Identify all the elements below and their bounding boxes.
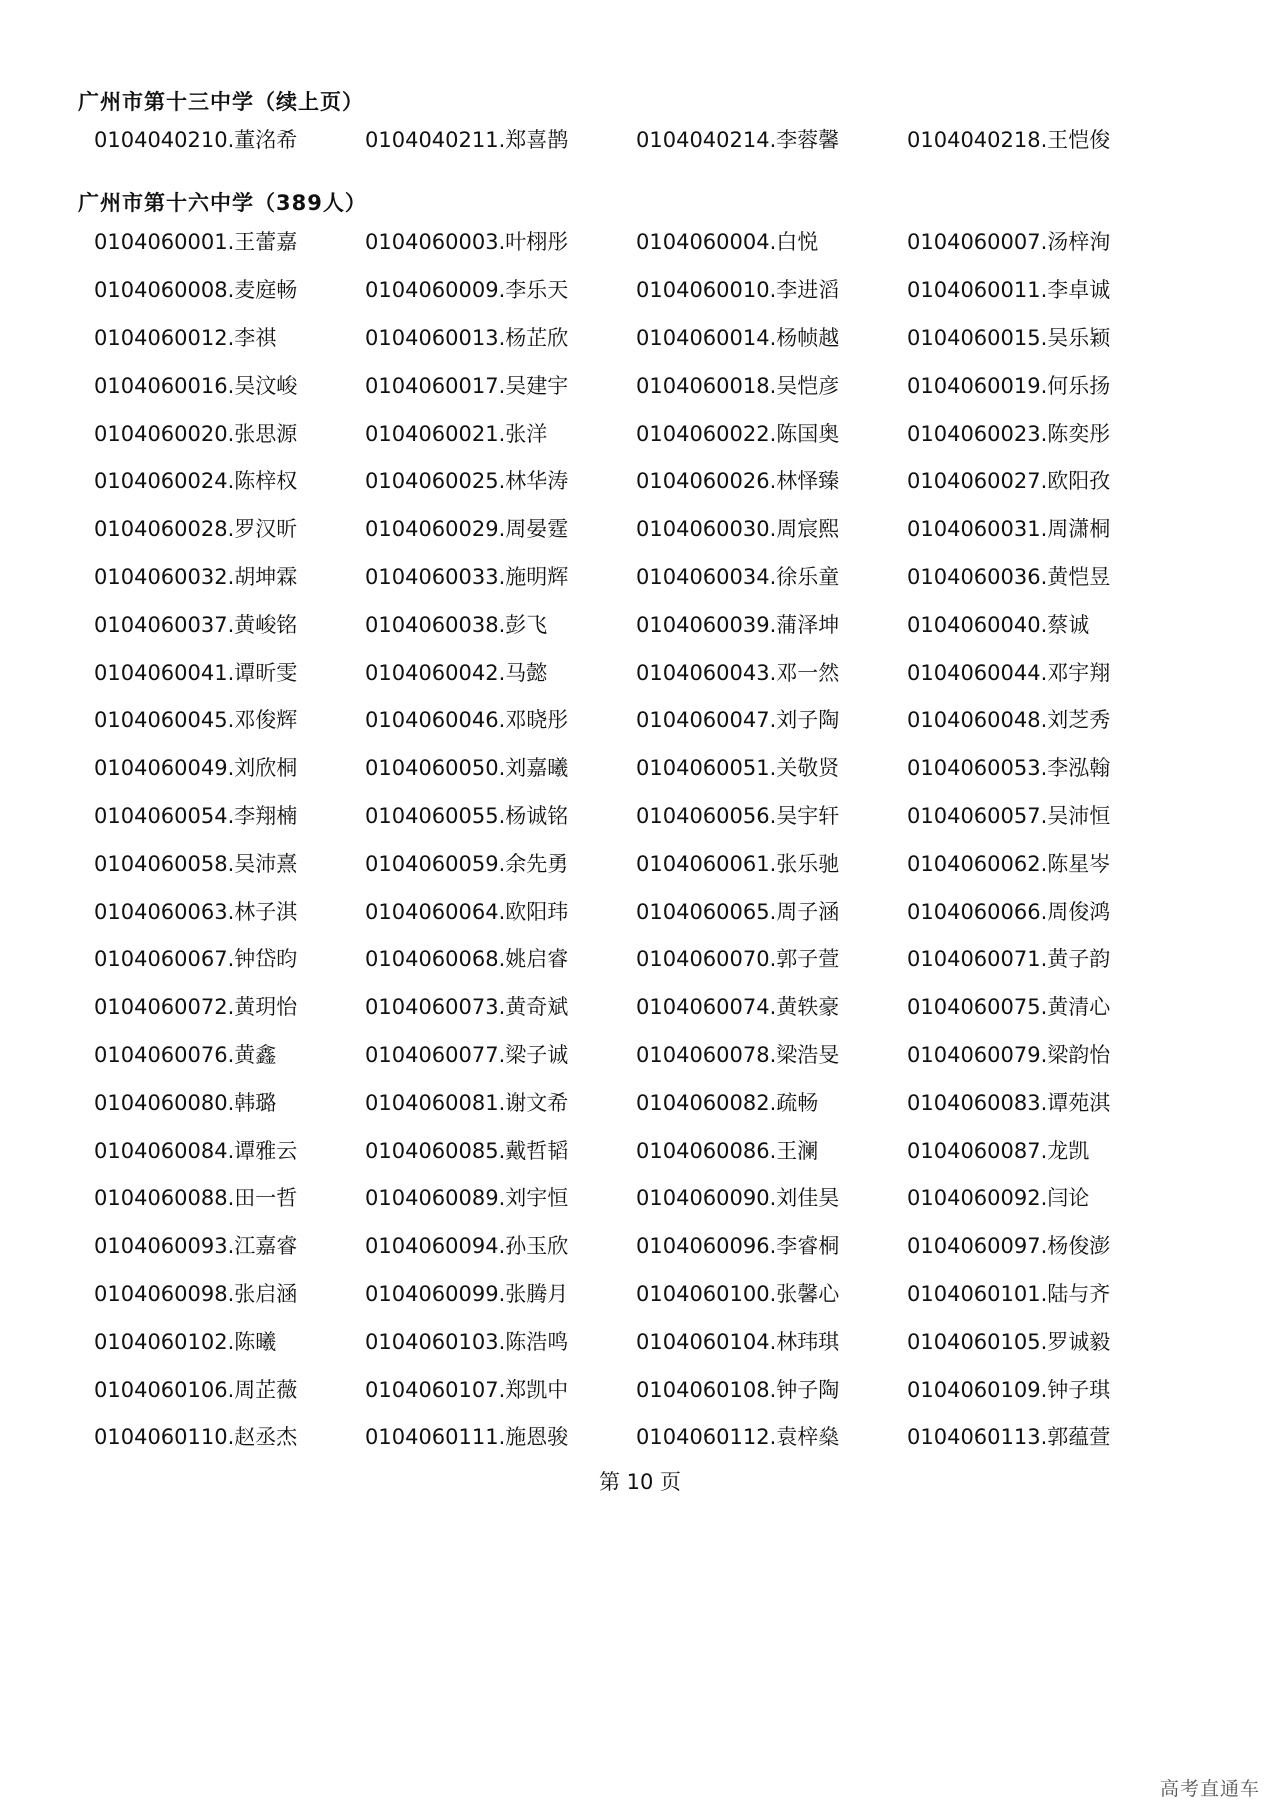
student-entry: 0104060081.谢文希 xyxy=(365,1090,569,1115)
student-entry: 0104060068.姚启睿 xyxy=(365,947,569,972)
student-entry: 0104060104.林玮琪 xyxy=(636,1329,840,1354)
student-entry: 0104060079.梁韵怡 xyxy=(907,1042,1111,1067)
student-entry: 0104060101.陆与齐 xyxy=(907,1281,1111,1306)
student-entry: 0104060066.周俊鸿 xyxy=(907,899,1111,924)
student-entry: 0104060083.谭苑淇 xyxy=(907,1090,1111,1115)
student-entry: 0104060017.吴建宇 xyxy=(365,373,569,398)
section-title-school-16: 广州市第十六中学（389人） xyxy=(78,191,367,215)
student-entry: 0104060039.蒲泽坤 xyxy=(636,612,840,637)
student-entry: 0104060045.邓俊辉 xyxy=(94,708,298,733)
student-entry: 0104060097.杨俊澎 xyxy=(907,1234,1111,1259)
student-entry: 0104060102.陈曦 xyxy=(94,1329,277,1354)
student-entry: 0104040218.王恺俊 xyxy=(907,128,1111,153)
student-entry: 0104060077.梁子诚 xyxy=(365,1042,569,1067)
student-entry: 0104060019.何乐扬 xyxy=(907,373,1111,398)
student-entry: 0104060036.黄恺昱 xyxy=(907,564,1111,589)
student-entry: 0104060074.黄轶豪 xyxy=(636,995,840,1020)
student-entry: 0104060050.刘嘉曦 xyxy=(365,756,569,781)
student-entry: 0104060016.吴汶峻 xyxy=(94,373,298,398)
student-entry: 0104060094.孙玉欣 xyxy=(365,1234,569,1259)
student-entry: 0104060040.蔡诚 xyxy=(907,612,1090,637)
student-entry: 0104060034.徐乐童 xyxy=(636,564,840,589)
student-entry: 0104060076.黄鑫 xyxy=(94,1042,277,1067)
student-entry: 0104060051.关敬贤 xyxy=(636,756,840,781)
student-entry: 0104060015.吴乐颖 xyxy=(907,325,1111,350)
student-entry: 0104060024.陈梓权 xyxy=(94,469,298,494)
student-entry: 0104060014.杨帧越 xyxy=(636,325,840,350)
student-entry: 0104060110.赵丞杰 xyxy=(94,1425,298,1450)
student-entry: 0104060098.张启涵 xyxy=(94,1281,298,1306)
student-entry: 0104060010.李进滔 xyxy=(636,278,840,303)
student-entry: 0104060112.袁梓燊 xyxy=(636,1425,840,1450)
student-entry: 0104060058.吴沛熹 xyxy=(94,851,298,876)
student-entry: 0104060046.邓晓彤 xyxy=(365,708,569,733)
student-entry: 0104060072.黄玥怡 xyxy=(94,995,298,1020)
student-entry: 0104060099.张腾月 xyxy=(365,1281,569,1306)
student-entry: 0104060009.李乐天 xyxy=(365,278,569,303)
student-entry: 0104060053.李泓翰 xyxy=(907,756,1111,781)
student-entry: 0104060105.罗诚毅 xyxy=(907,1329,1111,1354)
watermark: 高考直通车 xyxy=(1159,1778,1260,1800)
student-entry: 0104060021.张洋 xyxy=(365,421,548,446)
student-entry: 0104060065.周子涵 xyxy=(636,899,840,924)
student-entry: 0104060008.麦庭畅 xyxy=(94,278,298,303)
student-entry: 0104060100.张馨心 xyxy=(636,1281,840,1306)
page-number: 第 10 页 xyxy=(598,1470,682,1494)
student-entry: 0104060032.胡坤霖 xyxy=(94,564,298,589)
student-entry: 0104060023.陈奕彤 xyxy=(907,421,1111,446)
student-entry: 0104060012.李祺 xyxy=(94,325,277,350)
student-entry: 0104060089.刘宇恒 xyxy=(365,1186,569,1211)
student-entry: 0104060004.白悦 xyxy=(636,230,819,255)
student-list-school-13 xyxy=(94,117,1178,165)
student-entry: 0104040214.李蓉馨 xyxy=(636,128,840,153)
student-entry: 0104060018.吴恺彦 xyxy=(636,373,840,398)
student-entry: 0104060059.余先勇 xyxy=(365,851,569,876)
student-entry: 0104060062.陈星岑 xyxy=(907,851,1111,876)
student-entry: 0104060020.张思源 xyxy=(94,421,298,446)
student-entry: 0104060048.刘芝秀 xyxy=(907,708,1111,733)
student-entry: 0104060049.刘欣桐 xyxy=(94,756,298,781)
student-entry: 0104060037.黄峻铭 xyxy=(94,612,298,637)
student-entry: 0104060026.林怿臻 xyxy=(636,469,840,494)
student-entry: 0104060003.叶栩彤 xyxy=(365,230,569,255)
student-entry: 0104060106.周芷薇 xyxy=(94,1377,298,1402)
student-entry: 0104040210.董洺希 xyxy=(94,128,298,153)
student-entry: 0104060001.王蕾嘉 xyxy=(94,230,298,255)
student-entry: 0104060061.张乐驰 xyxy=(636,851,840,876)
student-entry: 0104060067.钟岱昀 xyxy=(94,947,298,972)
student-entry: 0104060096.李睿桐 xyxy=(636,1234,840,1259)
student-entry: 0104060063.林子淇 xyxy=(94,899,298,924)
student-entry: 0104060064.欧阳玮 xyxy=(365,899,569,924)
student-entry: 0104060013.杨芷欣 xyxy=(365,325,569,350)
student-entry: 0104060085.戴哲韬 xyxy=(365,1138,569,1163)
student-entry: 0104060057.吴沛恒 xyxy=(907,803,1111,828)
student-entry: 0104060080.韩璐 xyxy=(94,1090,277,1115)
student-entry: 0104060029.周晏霆 xyxy=(365,517,569,542)
student-entry: 0104060055.杨诚铭 xyxy=(365,803,569,828)
student-entry: 0104060030.周宸熙 xyxy=(636,517,840,542)
student-entry: 0104060087.龙凯 xyxy=(907,1138,1090,1163)
student-entry: 0104060025.林华涛 xyxy=(365,469,569,494)
student-entry: 0104060011.李卓诚 xyxy=(907,278,1111,303)
student-entry: 0104040211.郑喜鹊 xyxy=(365,128,569,153)
student-entry: 0104060088.田一哲 xyxy=(94,1186,298,1211)
student-entry: 0104060056.吴宇轩 xyxy=(636,803,840,828)
student-entry: 0104060033.施明辉 xyxy=(365,564,569,589)
student-list-school-16 xyxy=(94,219,1178,1462)
student-entry: 0104060107.郑凯中 xyxy=(365,1377,569,1402)
student-entry: 0104060103.陈浩鸣 xyxy=(365,1329,569,1354)
student-entry: 0104060092.闫论 xyxy=(907,1186,1090,1211)
student-entry: 0104060031.周潇桐 xyxy=(907,517,1111,542)
student-entry: 0104060042.马懿 xyxy=(365,660,548,685)
student-entry: 0104060028.罗汉昕 xyxy=(94,517,298,542)
student-entry: 0104060090.刘佳昊 xyxy=(636,1186,840,1211)
student-entry: 0104060075.黄清心 xyxy=(907,995,1111,1020)
student-entry: 0104060038.彭飞 xyxy=(365,612,548,637)
section-title-school-13: 广州市第十三中学（续上页） xyxy=(78,90,364,114)
student-entry: 0104060113.郭蕴萱 xyxy=(907,1425,1111,1450)
student-entry: 0104060073.黄奇斌 xyxy=(365,995,569,1020)
student-entry: 0104060054.李翔楠 xyxy=(94,803,298,828)
student-entry: 0104060093.江嘉睿 xyxy=(94,1234,298,1259)
student-entry: 0104060044.邓宇翔 xyxy=(907,660,1111,685)
student-entry: 0104060043.邓一然 xyxy=(636,660,840,685)
student-entry: 0104060084.谭雅云 xyxy=(94,1138,298,1163)
student-entry: 0104060086.王澜 xyxy=(636,1138,819,1163)
student-entry: 0104060041.谭昕雯 xyxy=(94,660,298,685)
student-entry: 0104060109.钟子琪 xyxy=(907,1377,1111,1402)
student-entry: 0104060047.刘子陶 xyxy=(636,708,840,733)
student-entry: 0104060078.梁浩旻 xyxy=(636,1042,840,1067)
student-entry: 0104060108.钟子陶 xyxy=(636,1377,840,1402)
student-entry: 0104060022.陈国奥 xyxy=(636,421,840,446)
student-entry: 0104060111.施恩骏 xyxy=(365,1425,569,1450)
student-entry: 0104060071.黄子韵 xyxy=(907,947,1111,972)
student-entry: 0104060070.郭子萱 xyxy=(636,947,840,972)
student-entry: 0104060082.疏畅 xyxy=(636,1090,819,1115)
student-entry: 0104060007.汤梓洵 xyxy=(907,230,1111,255)
student-entry: 0104060027.欧阳孜 xyxy=(907,469,1111,494)
